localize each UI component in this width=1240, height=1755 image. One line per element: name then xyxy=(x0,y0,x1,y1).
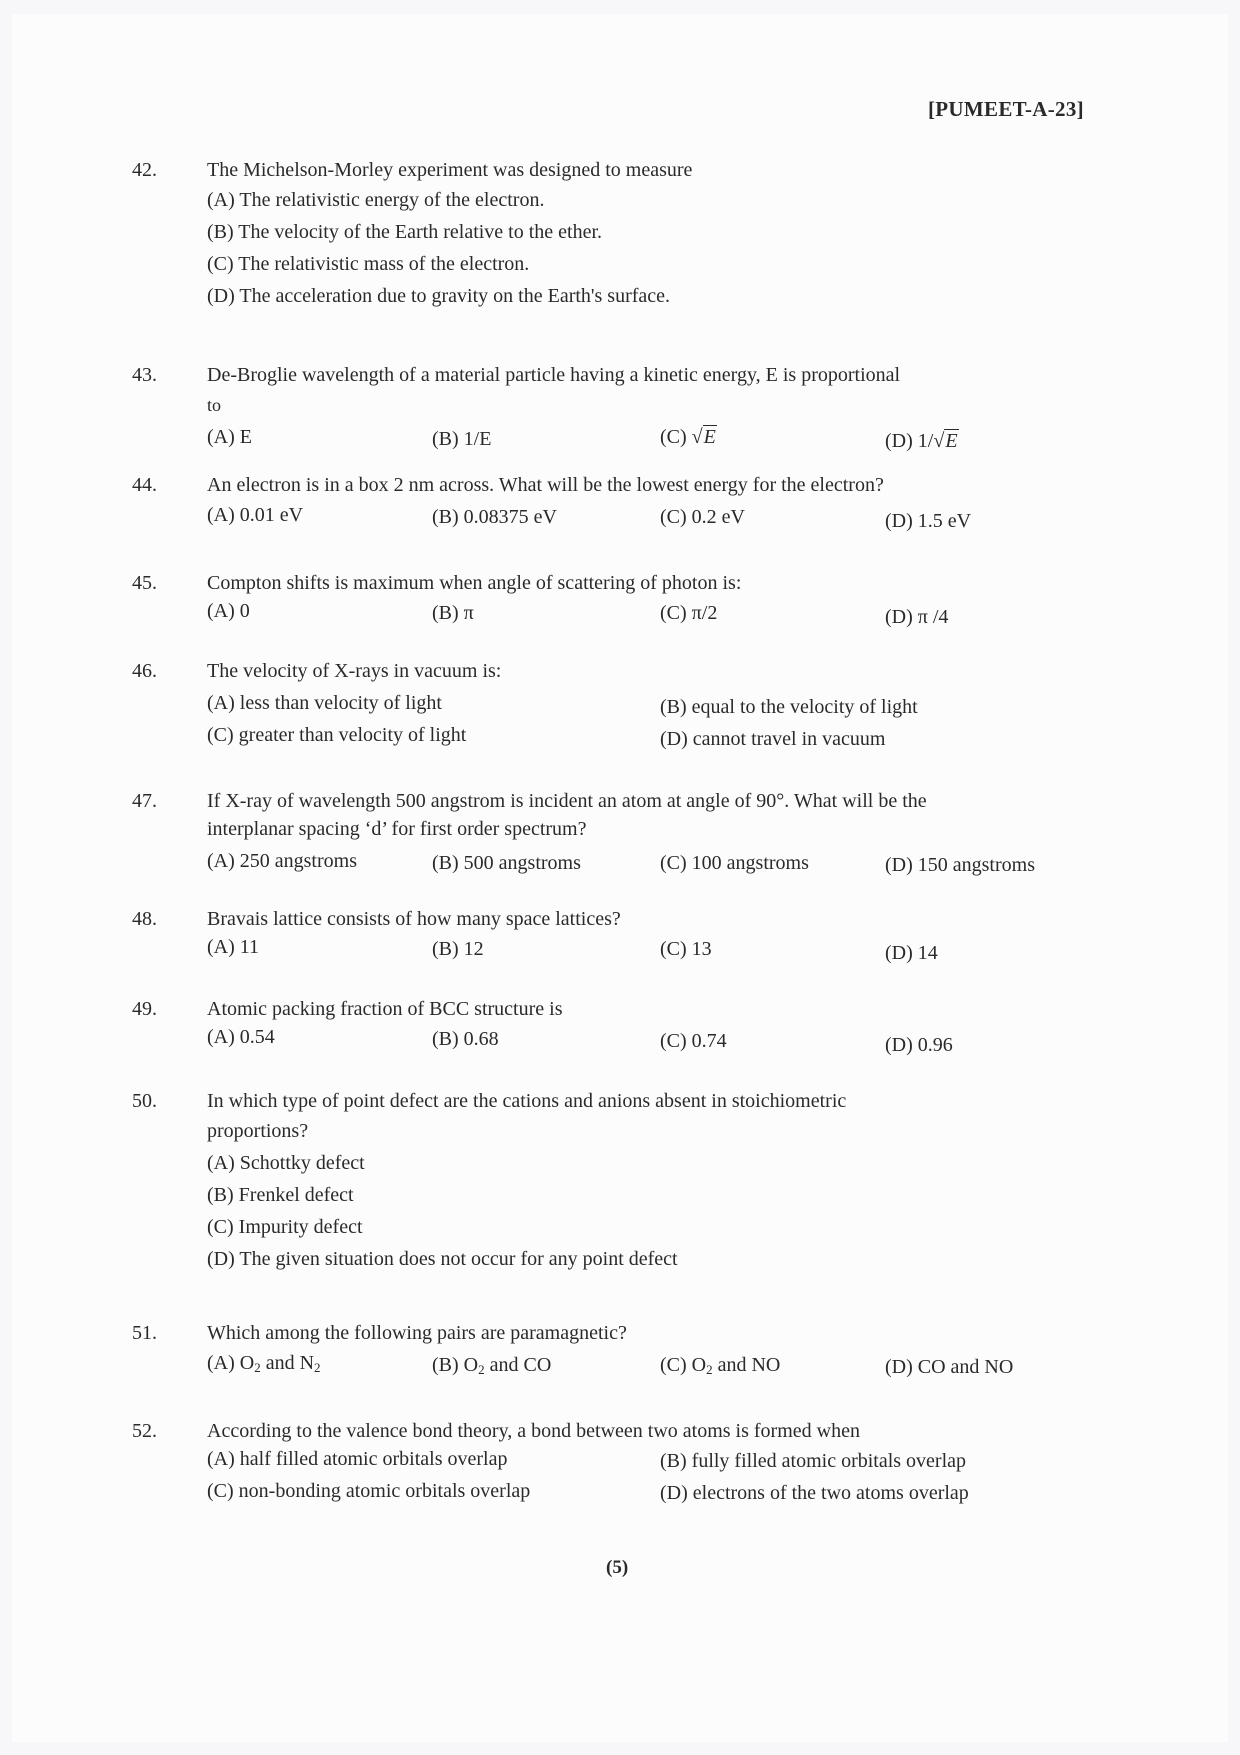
option-d[interactable]: (D) electrons of the two atoms overlap xyxy=(660,1482,969,1504)
option-b[interactable]: (B) Frenkel defect xyxy=(207,1184,354,1206)
option-b[interactable]: (B) The velocity of the Earth relative to the ether. xyxy=(207,221,603,243)
option-a[interactable]: (A) 0 xyxy=(207,600,250,622)
paper-code: [PUMEET-A-23] xyxy=(928,97,1084,121)
question-number: 44. xyxy=(132,474,157,496)
question-stem: If X-ray of wavelength 500 angstrom is incident an atom at angle of 90°. What will be the interplanar spacing ‘d’ for first order spectrum? xyxy=(207,790,927,840)
question-number: 43. xyxy=(132,364,157,386)
option-d[interactable]: (D) 1.5 eV xyxy=(885,510,972,532)
square-root-symbol: √E xyxy=(933,430,958,452)
question-stem: The velocity of X-rays in vacuum is: xyxy=(207,660,502,682)
option-c[interactable]: (C) 0.2 eV xyxy=(660,506,745,528)
question-stem: Bravais lattice consists of how many space lattices? xyxy=(207,908,621,930)
option-b[interactable]: (B) 12 xyxy=(432,938,484,960)
option-c[interactable]: (C) π/2 xyxy=(660,602,718,624)
question-number: 51. xyxy=(132,1322,157,1344)
exam-page xyxy=(12,14,1228,1742)
option-d[interactable]: (D) The acceleration due to gravity on the Earth's surface. xyxy=(207,285,671,307)
option-c[interactable]: (C) 0.74 xyxy=(660,1030,727,1052)
option-d[interactable]: (D) cannot travel in vacuum xyxy=(660,728,886,750)
question-number: 52. xyxy=(132,1420,157,1442)
question-stem: The Michelson-Morley experiment was designed to measure xyxy=(207,159,693,181)
question-number: 46. xyxy=(132,660,157,682)
question-stem: According to the valence bond theory, a bond between two atoms is formed when xyxy=(207,1420,860,1442)
option-a[interactable]: (A) 0.54 xyxy=(207,1026,275,1048)
square-root-symbol: √E xyxy=(691,426,716,448)
option-b[interactable]: (B) 500 angstroms xyxy=(432,852,581,874)
option-d[interactable]: (D) 1/√E xyxy=(885,426,959,456)
option-a[interactable]: (A) 11 xyxy=(207,936,260,958)
question-number: 49. xyxy=(132,998,157,1020)
question-stem: In which type of point defect are the cations and anions absent in stoichiometric proportions? xyxy=(207,1090,847,1142)
question-stem: De-Broglie wavelength of a material particle having a kinetic energy, E is proportional to xyxy=(207,364,901,415)
question-number: 48. xyxy=(132,908,157,930)
question-stem: An electron is in a box 2 nm across. What will be the lowest energy for the electron? xyxy=(207,474,884,496)
option-a[interactable]: (A) half filled atomic orbitals overlap xyxy=(207,1448,508,1470)
option-a[interactable]: (A) $O_2$ and $N_2$ xyxy=(207,1352,321,1375)
option-d[interactable]: (D) 0.96 xyxy=(885,1034,953,1056)
option-a[interactable]: (A) less than velocity of light xyxy=(207,692,442,714)
question-stem: Compton shifts is maximum when angle of scattering of photon is: xyxy=(207,572,742,594)
option-d[interactable]: (D) 14 xyxy=(885,942,938,964)
option-b[interactable]: (B) $O_2$ and CO xyxy=(432,1354,552,1377)
option-b[interactable]: (B) equal to the velocity of light xyxy=(660,696,918,718)
option-b[interactable]: (B) 1/E xyxy=(432,428,492,450)
option-c[interactable]: (C) Impurity defect xyxy=(207,1216,363,1238)
option-b[interactable]: (B) 0.68 xyxy=(432,1028,499,1050)
question-number: 42. xyxy=(132,159,157,181)
option-a[interactable]: (A) E xyxy=(207,426,252,448)
option-a[interactable]: (A) The relativistic energy of the electron. xyxy=(207,189,545,211)
option-b[interactable]: (B) fully filled atomic orbitals overlap xyxy=(660,1450,967,1472)
question-stem: Atomic packing fraction of BCC structure is xyxy=(207,998,563,1020)
page-number: (5) xyxy=(606,1557,629,1578)
option-d[interactable]: (D) π /4 xyxy=(885,606,949,628)
option-d[interactable]: (D) CO and NO xyxy=(885,1356,1014,1378)
question-number: 45. xyxy=(132,572,157,594)
option-c[interactable]: (C) √E xyxy=(660,422,717,452)
option-a[interactable]: (A) 0.01 eV xyxy=(207,504,304,526)
question-number: 47. xyxy=(132,790,157,812)
option-a[interactable]: (A) 250 angstroms xyxy=(207,850,357,872)
option-b[interactable]: (B) π xyxy=(432,602,474,624)
option-b[interactable]: (B) 0.08375 eV xyxy=(432,506,557,528)
option-a[interactable]: (A) Schottky defect xyxy=(207,1152,365,1174)
option-c[interactable]: (C) 100 angstroms xyxy=(660,852,809,874)
option-c[interactable]: (C) $O_2$ and NO xyxy=(660,1354,781,1377)
option-c[interactable]: (C) non-bonding atomic orbitals overlap xyxy=(207,1480,531,1502)
option-d[interactable]: (D) 150 angstroms xyxy=(885,854,1035,876)
option-d[interactable]: (D) The given situation does not occur for any point defect xyxy=(207,1248,678,1270)
question-stem: Which among the following pairs are paramagnetic? xyxy=(207,1322,627,1344)
option-c[interactable]: (C) greater than velocity of light xyxy=(207,724,467,746)
option-c[interactable]: (C) The relativistic mass of the electron. xyxy=(207,253,530,275)
question-number: 50. xyxy=(132,1090,157,1112)
option-c[interactable]: (C) 13 xyxy=(660,938,712,960)
